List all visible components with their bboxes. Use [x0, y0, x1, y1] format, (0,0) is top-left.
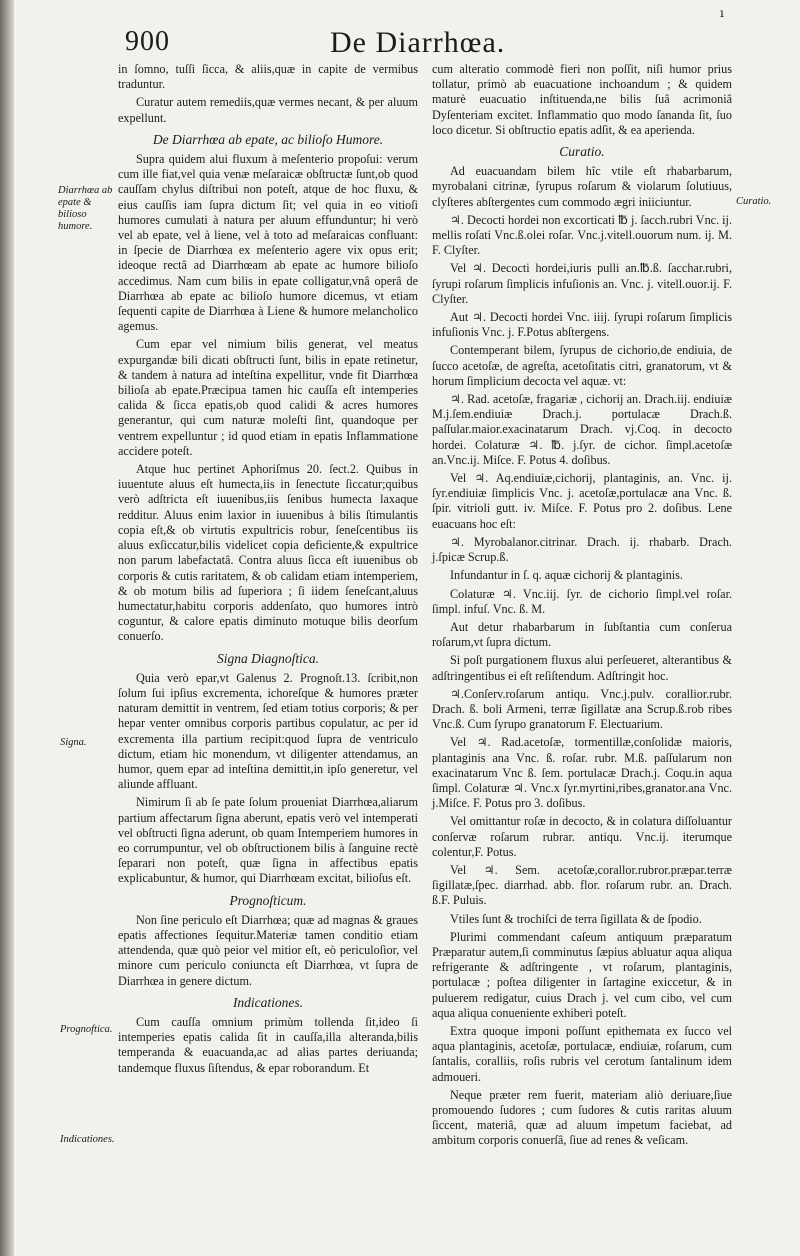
recipe: ♃. Rad. acetoſæ, fragariæ , cichorij an. Drach.iij. endiuiæ M.j.ſem.endiuiæ Drach.j. portulacæ Drach.ß. paſſular.maior.exacinatarum Drach. vj.Coq. in decocto hordei. Colaturæ ♃. ℔. j.ſyr. de cichor. ſimpl.acetoſæ an.Vnc.ij. Miſce. F. Potus 4. doſibus.: [432, 392, 732, 467]
paragraph: Ad euacuandam bilem hîc vtile eſt rhabarbarum, myrobalani citrinæ, ſyrupus roſarum & violarum ſolutiuus, clyſteres abſtergentes cum commodo ægri iniiciuntur.: [432, 164, 732, 209]
paragraph: Infundantur in ſ. q. aquæ cichorij & plantaginis.: [450, 568, 683, 583]
page-header: [125, 26, 725, 66]
paragraph: Nimirum ſi ab ſe pate ſolum proueniat Diarrhœa,aliarum partium affectarum ſigna aberunt, epatis verò vel intemperati vel obſtructi ſigna aderunt, ob quam Intemperiem humores in eo corrumpuntur, vel ob obſtructionem bilis à ſanguine rectè ſeparari non poteſt, quæ ſigna in affectibus epatis explicabuntur, & humor, qui Diarrhœam excitat, bilioſus eſt.: [118, 795, 418, 886]
paragraph: Non ſine periculo eſt Diarrhœa; quæ ad magnas & graues epatis affectiones ſequitur.Materiæ tamen conditio etiam attendenda, quæ quò peior vel mitior eſt, eò periculoſior, vel minore cum periculo coniuncta eſt Diarrhœa, vt ſupra de Diarrhœa in genere dictum.: [118, 912, 418, 988]
paragraph: Vtiles ſunt & trochiſci de terra ſigillata & de ſpodio.: [450, 911, 702, 926]
section-heading: Prognoſticum.: [229, 892, 307, 908]
recipe: ♃. Decocti hordei non excorticati ℔ j. ſacch.rubri Vnc. ij. mellis roſati Vnc.ß.olei roſar. Vnc.j.vitell.ouorum num. ij. M. F. Clyſter.: [432, 212, 732, 258]
margin-note-curatio: Curatio.: [736, 196, 772, 207]
paragraph: Vel omittantur roſæ in decocto, & in colatura diſſoluantur conſervæ roſarum rubrar. antiqu. Vnc.ij. iterumque colentur,F. Potus.: [432, 814, 732, 859]
paragraph: Contemperant bilem, ſyrupus de cichorio,de endiuia, de ſucco acetoſæ, de agreſta, acetoſitatis citri, granatorum, vt & horum ſimplicium decocta vel aquæ. vt:: [432, 343, 732, 388]
margin-note-diarrhoea-ab-epate: Diarrhœa ab epate & bilioso humore.: [58, 185, 113, 232]
paragraph: Colaturæ ♃. Vnc.iij. ſyr. de cichorio ſimpl.vel roſar. ſimpl. infuſ. Vnc. ß. M.: [432, 586, 732, 616]
paragraph: Si poſt purgationem fluxus alui perſeueret, alterantibus & adſtringentibus ei eſt reſiſtendum. Adſtringit hoc.: [432, 653, 732, 683]
section-heading: Indicationes.: [232, 994, 304, 1010]
ink-mark: ı: [720, 6, 724, 20]
recipe: ♃. Myrobalanor.citrinar. Drach. ij. rhabarb. Drach. j.ſpicæ Scrup.ß.: [432, 534, 732, 565]
recipe: Aut ♃. Decocti hordei Vnc. iiij. ſyrupi roſarum ſimplicis infuſionis Vnc. j. F.Potus abſtergens.: [432, 310, 732, 340]
margin-note-indicationes: Indicationes.: [60, 1134, 115, 1145]
left-column: [118, 62, 418, 1079]
margin-note-signa: Signa.: [60, 737, 87, 748]
paragraph: in ſomno, tuſſi ſicca, & aliis,quæ in capite de vermibus traduntur.: [118, 62, 418, 92]
paragraph: Quia verò epar,vt Galenus 2. Prognoſt.13. ſcribit,non ſolum ſui ipſius excrementa, ichoreſque & humores præter naturam demittit in ventrem, ſed etiam totius corporis; & per hepar venter omnibus corporis partibus copulatur, ac per id excrementa illa partium recipit:quod ſupra de ventriculo dictum, etiam hic monendum, vt diligenter attendamus, an humor, quem epar ad inteſtina demittit,in ipſo generetur, vel aliunde affluant.: [118, 670, 418, 792]
paragraph: cum alteratio commodè fieri non poſſit, niſi humor prius tollatur, primò ab euacuatione inchoandum ; & quidem maturè euacuatio inſtituenda,ne bilis ſuâ acrimoniâ Dyſenteriam excitet. Inflammatio quo modo ſananda ſit, ſuo loco dicetur. Si obſtructio epatis adſit, & ea aperienda.: [432, 62, 732, 137]
recipe: ♃.Conſerv.roſarum antiqu. Vnc.j.pulv. corallior.rubr. Drach. ß. boli Armeni, terræ ſigillatæ ana Scrup.ß.rob ribes Vnc.ß. Cum ſyrupo granatorum F. Electuarium.: [432, 686, 732, 732]
right-column: [432, 62, 732, 1152]
section-heading: Signa Diagnoſtica.: [217, 650, 319, 666]
recipe: Vel ♃. Aq.endiuiæ,cichorij, plantaginis, an. Vnc. ij. ſyr.endiuiæ ſimplicis Vnc. j. acetoſæ,portulacæ ana Vnc. ß. ſpir. vitrioli gutt. iv. Miſce. F. Potus pro 2. doſibus. Lene euacuans hoc eſt:: [432, 471, 732, 531]
recipe: Vel ♃. Sem. acetoſæ,corallor.rubror.præpar.terræ ſigillatæ,ſpec. diarrhad. abb. flor. roſarum rubr. an. Drach. ß.F. Puluis.: [432, 862, 732, 908]
recipe: Vel ♃. Decocti hordei,iuris pulli an.℔.ß. ſacchar.rubri, ſyrupi roſarum ſimplicis infuſionis an. Vnc. j. vitell.ouor.ij. F. Clyſter.: [432, 261, 732, 306]
paragraph: Extra quoque imponi poſſunt epithemata ex ſucco vel aqua plantaginis, acetoſæ, portulacæ, endiuiæ, roſarum, cum ſantalis, coralliis, roſis rubris vel cerotum ſantalinum idem admoueri.: [432, 1023, 732, 1084]
page-number: 900: [125, 26, 170, 57]
book-gutter-shadow: [0, 0, 14, 1256]
paragraph: Plurimi commendant caſeum antiquum præparatum Præparatur autem,ſi comminutus ſæpius abluatur aqua aliqua refrigerante & adſtringente , vt roſarum, plantaginis, portulacæ ; poſtea diligenter in ſartagine exiccetur, & in puluerem redigatur, cuius Drach j. vel cum cibo, vel cum aqua aliqua conueniente exhiberi poteſt.: [432, 929, 732, 1020]
paragraph: Cum cauſſa omnium primùm tollenda ſit,ideo ſi intemperies epatis calida ſit in cauſſa,illa alteranda,bilis temperanda & euacuanda,ac ad alias partes deriuanda; tandemque fluxus ſiſtendus, & epar roborandum. Et: [118, 1014, 418, 1075]
section-heading: Curatio.: [559, 144, 605, 160]
section-heading: De Diarrhœa ab epate, ac bilioſo Humore.: [152, 131, 384, 147]
paragraph: Curatur autem remediis,quæ vermes necant, & per aluum expellunt.: [118, 95, 418, 125]
recipe: Vel ♃. Rad.acetoſæ, tormentillæ,conſolidæ maioris, plantaginis ana Vnc. ß. roſar. rubr. M.ß. paſſularum non exacinatarum Vnc ß. ſem. portulacæ Drach.j. Coqu.in aqua ſimpl. Colaturæ ♃. Vnc.x ſyr.myrtini,ribes,granator.ana Vnc. j.Miſce. F. Potus pro 3. doſibus.: [432, 735, 732, 811]
paragraph: Supra quidem alui fluxum à meſenterio propoſui: verum cum ille fiat,vel quia venæ meſaraicæ obſtructæ ſunt,ob quod cauſſam chylus diſtribui non poteſt, atque de hoc fluxu, & eius cauſſis iam ſupra dictum ſit; vel quia in eo vitioſi humores cumulati à natura per aluum effunduntur; hi verò vel ab epate, vel à liene, vel à toto ad meſaraicas confluant: in ſpecie de Diarrhœa ex meſenterio agere vix opus erit; ideoque rectâ ad Diarrhœam ab epate ac humore bilioſo accedimus. Nam cum bilis in epate colligatur,vnâ operâ de Diarrhœa ab epate ac bilioſo humore dicemus, vt etiam ſequenti capite de Diarrhœa à Liene & humore melancholico agemus.: [118, 152, 418, 334]
running-title: De Diarrhœa.: [330, 26, 506, 59]
margin-note-prognostica: Prognoftica.: [60, 1024, 113, 1035]
paragraph: Neque præter rem fuerit, materiam aliò deriuare,ſiue promouendo ſudores ; cum ſudores & cutis raritas aluum ſiccent, materiâ, quæ ad aluum impetum faciebat, ad ambitum corporis conuerſâ, ſiue ad renes & veſicam.: [432, 1087, 732, 1148]
paragraph: Atque huc pertinet Aphoriſmus 20. ſect.2. Quibus in iuuentute aluus eſt humecta,iis in ſenectute ſiccatur;quibus verò adſtricta eſt iuuenibus,iis ſenibus humecta laxaque redditur. Aluus enim laxior in iuuenibus à bilis ſtimulantis copia eſt,& ob virtutis expultricis robur, ſeneſcentibus iis aluus exſiccatur,bilis videlicet copia deficiente,& expultrice non parum labefactatâ. Contra aluus ſicca eſt iuuenibus ob corporis & cutis raritatem, & ob calidam etiam intemperiem, & ob motum bilis ad ſuperiora ; ſi iidem ſeneſcant,aluus humectatur,habitu corporis addenſato, quo humores intrò coguntur, & calore epatis diminuto motuque bilis deorſum conuerſo.: [118, 462, 418, 644]
paragraph: Cum epar vel nimium bilis generat, vel meatus expurgandæ bili dicati obſtructi ſunt, bilis in epate retinetur, & tandem à natura ad inteſtina expellitur, vnde fit Diarrhœa bilioſa ab epate.Præcipua tamen hic cauſſa eſt intemperies calida & ſicca epatis,ob quod calidi & acres humores generantur, qui cum naturæ moleſti ſint, quandoque per ventrem expelluntur ; id quod etiam in epatis Inflammatione accidere poteſt.: [118, 337, 418, 458]
paragraph: Aut detur rhabarbarum in ſubſtantia cum conſerua roſarum,vt ſupra dictum.: [432, 619, 732, 650]
